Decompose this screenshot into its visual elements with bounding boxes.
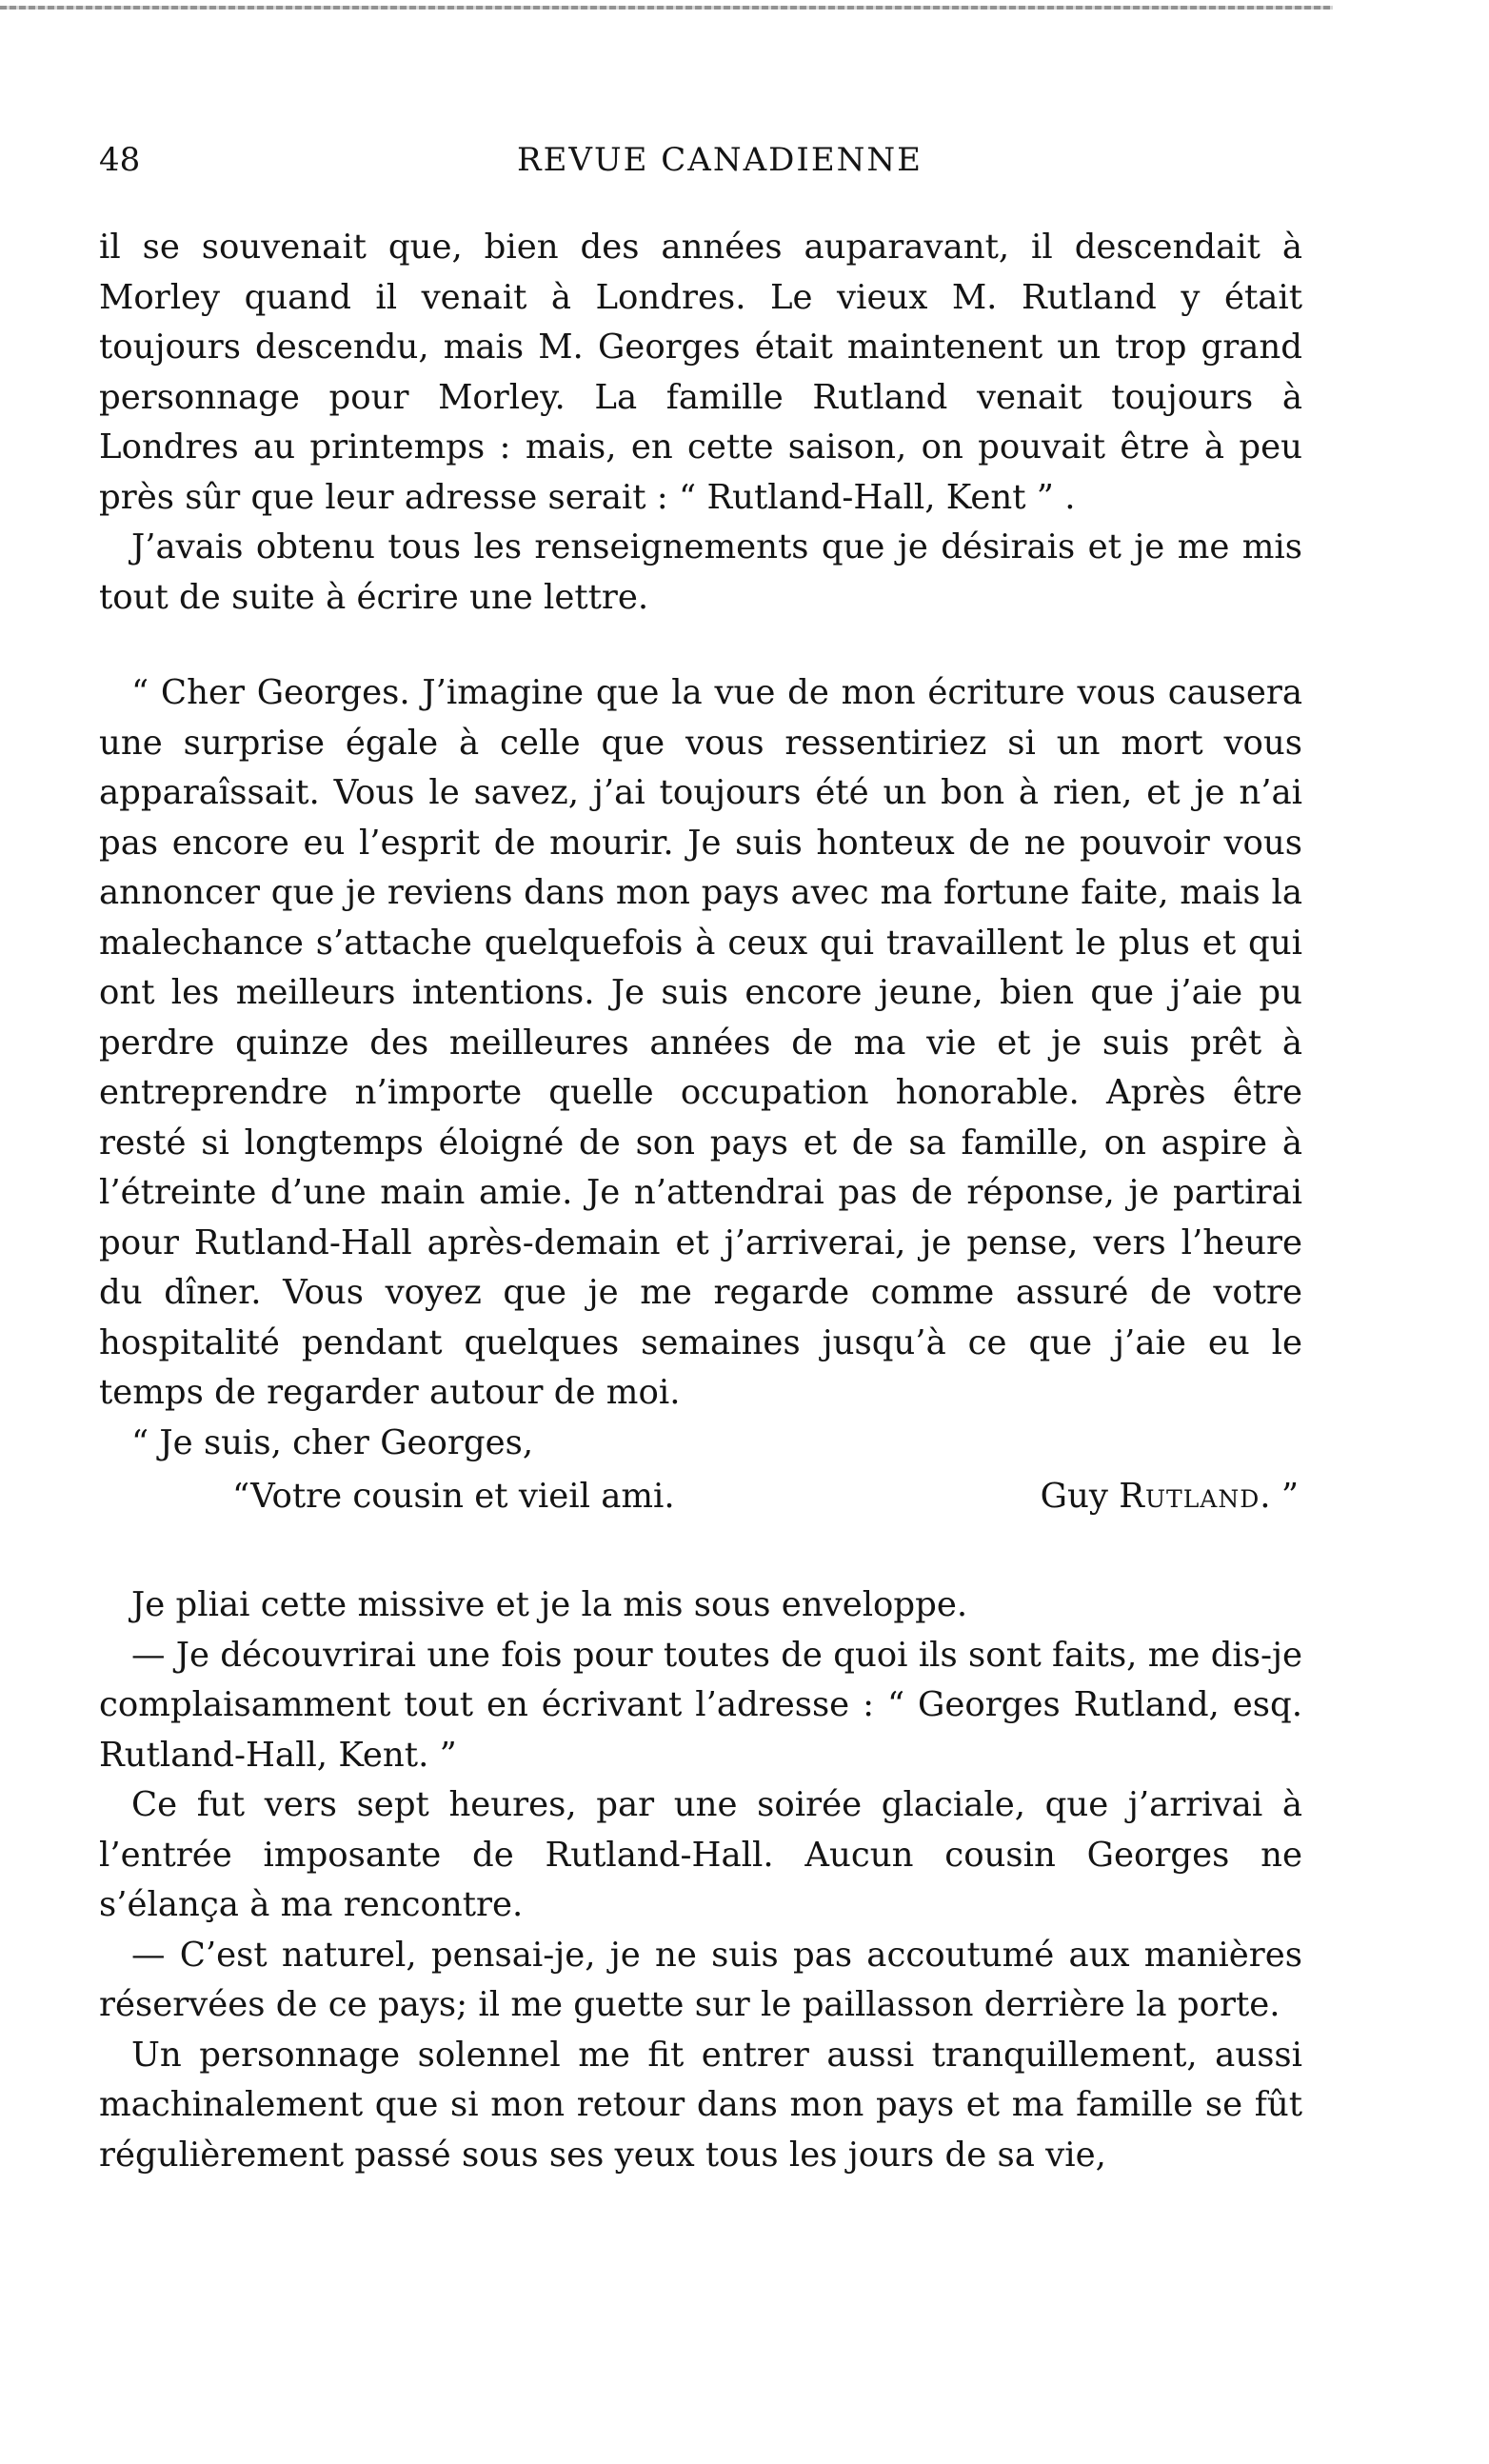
signature-end: . ”	[1260, 1477, 1299, 1516]
paragraph-continuation: il se souvenait que, bien des années auparavant, il descendait à Morley quand il venait à Londres. Le vieux M. Rutland y était toujours descendu, mais M. Georges était maintenent un trop grand personnage pour Morley. La famille Rutland venait toujours à Londres au printemps : mais, en cette saison, on pouvait être à peu près sûr que leur adresse serait : “ Rutland-Hall, Kent ” .	[99, 228, 1302, 517]
signature-name	[1041, 1468, 1299, 1525]
paragraph-arrival: Ce fut vers sept heures, par une soirée glaciale, que j’arrivai à l’entrée imposante de Rutland-Hall. Aucun cousin Georges ne s’élança à ma rencontre.	[99, 1785, 1302, 1924]
paragraph-dialogue-naturel: — C’est naturel, pensai-je, je ne suis pas accoutumé aux manières réservées de ce pays; il me guette sur le paillasson derrière la porte.	[99, 1935, 1302, 2024]
letter-signature	[232, 1468, 1299, 1525]
letter-body: “ Cher Georges. J’imagine que la vue de mon écriture vous causera une surprise égale à celle que vous ressentiriez si un mort vous apparaîssait. Vous le savez, j’ai toujours été un bon à rien, et je n’ai pas encore eu l’esprit de mourir. Je suis honteux de ne pouvoir vous annoncer que je reviens dans mon pays avec ma fortune faite, mais la malechance s’attache quelquefois à ceux qui travaillent le plus et qui ont les meilleurs intentions. Je suis encore jeune, bien que j’aie pu perdre quinze des meilleures années de ma vie et je suis prêt à entreprendre n’importe quelle occupation honorable. Après être resté si longtemps éloigné de son pays et de sa famille, on aspire à l’étreinte d’une main amie. Je n’attendrai pas de réponse, je partirai pour Rutland-Hall après-demain et j’arriverai, je pense, vers l’heure du dîner. Vous voyez que je me regarde comme assuré de votre hospitalité pendant quelques semaines jusqu’à ce que j’aie eu le temps de regarder autour de moi.	[99, 673, 1302, 1412]
journal-title: REVUE CANADIENNE	[517, 141, 923, 179]
paragraph-personnage: Un personnage solennel me fit entrer aussi tranquillement, aussi machinalement que si mon retour dans mon pays et ma famille se fût régulièrement passé sous ses yeux tous les jours de sa vie,	[99, 2035, 1302, 2175]
paragraph-dialogue-decouvrirai: — Je découvrirai une fois pour toutes de quoi ils sont faits, me dis-je complaisamment tout en écrivant l’adresse : “ Georges Rutland, esq. Rutland-Hall, Kent. ”	[99, 1635, 1303, 1775]
running-head	[99, 133, 1302, 190]
section-gap	[99, 623, 1302, 668]
book-page	[99, 133, 1302, 2180]
signature-last-name: Rutland	[1119, 1477, 1261, 1516]
scan-edge-rule	[0, 6, 1333, 10]
signature-salutation: “Votre cousin et vieil ami.	[232, 1477, 675, 1516]
page-number: 48	[99, 141, 141, 179]
paragraph-renseignements: J’avais obtenu tous les renseignements que je désirais et je me mis tout de suite à écrire une lettre.	[99, 527, 1302, 617]
paragraph-missive: Je pliai cette missive et je la mis sous enveloppe.	[131, 1585, 968, 1624]
signature-first-name: Guy	[1040, 1477, 1120, 1516]
section-gap	[99, 1525, 1302, 1580]
letter-closing: “ Je suis, cher Georges,	[131, 1422, 534, 1462]
